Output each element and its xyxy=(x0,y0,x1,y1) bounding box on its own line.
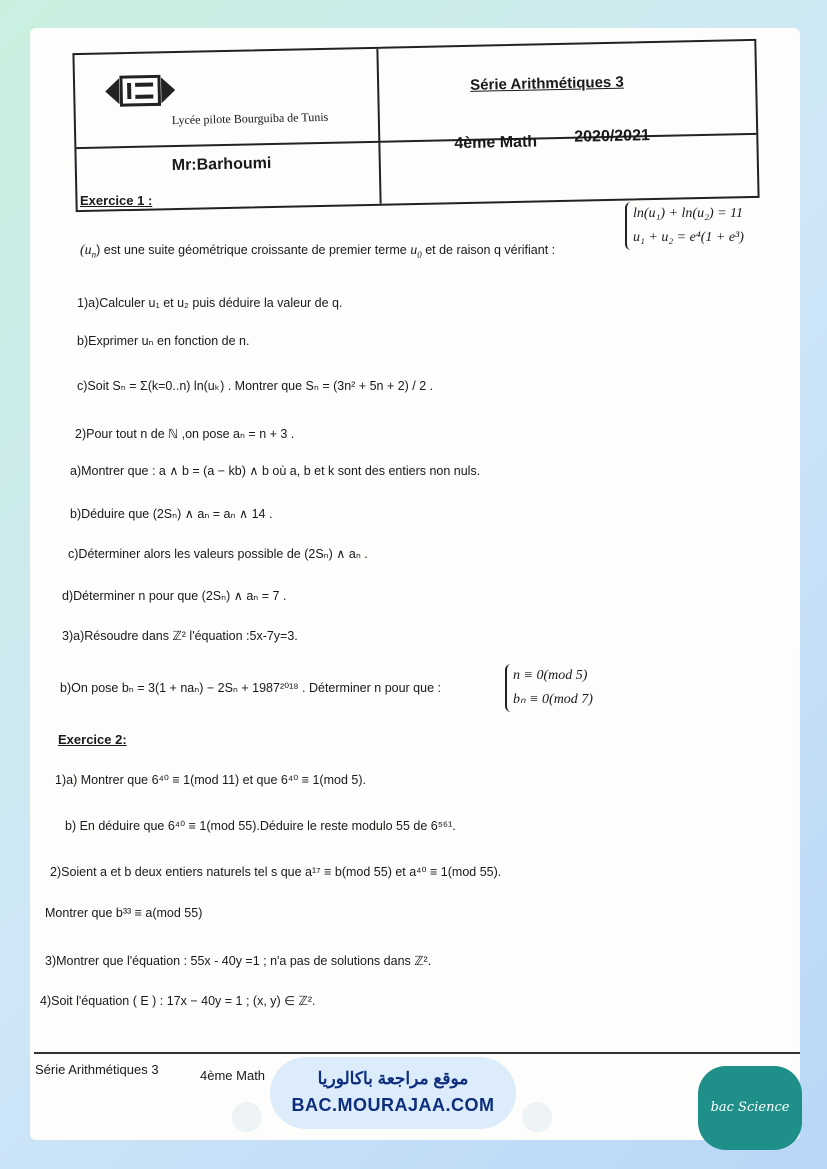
site-url[interactable]: BAC.MOURAJAA.COM xyxy=(291,1095,495,1115)
header-table xyxy=(72,39,759,212)
ex2-q2: 2)Soient a et b deux entiers naturels tel s que a¹⁷ ≡ b(mod 55) et a⁴⁰ ≡ 1(mod 55). xyxy=(50,865,502,879)
class-level: 4ème Math xyxy=(454,133,538,153)
footer-series: Série Arithmétiques 3 xyxy=(35,1062,159,1077)
ex1-q2: 2)Pour tout n de ℕ ,on pose aₙ = n + 3 . xyxy=(75,427,295,441)
site-logo-icon-right xyxy=(522,1102,552,1132)
ex1-q2c: c)Déterminer alors les valeurs possible de (2Sₙ) ∧ aₙ . xyxy=(68,547,368,561)
school-logo-icon xyxy=(105,73,176,108)
exercise-2-title: Exercice 2: xyxy=(58,732,127,747)
ex2-q1a: 1)a) Montrer que 6⁴⁰ ≡ 1(mod 11) et que 6⁴⁰ ≡ 1(mod 5). xyxy=(55,773,366,787)
ex1-q2a: a)Montrer que : a ∧ b = (a − kb) ∧ b où a, b et k sont des entiers non nuls. xyxy=(70,464,481,478)
ex1-q1b: b)Exprimer uₙ en fonction de n. xyxy=(77,334,250,348)
site-logo-icon xyxy=(232,1102,262,1132)
teacher-name: Mr:Barhoumi xyxy=(171,155,272,175)
footer-rule xyxy=(34,1052,800,1054)
ex2-q1b: b) En déduire que 6⁴⁰ ≡ 1(mod 55).Déduire le reste modulo 55 de 6⁵⁶¹. xyxy=(65,819,456,833)
header-divider xyxy=(376,49,381,204)
school-year: 2020/2021 xyxy=(574,127,651,146)
site-badge[interactable] xyxy=(270,1057,516,1129)
footer-class: 4ème Math xyxy=(200,1068,266,1083)
ex2-q4: 4)Soit l'équation ( E ) : 17x − 40y = 1 ; (x, y) ∈ ℤ². xyxy=(40,994,316,1008)
bac-science-logo: bac Science xyxy=(698,1066,802,1150)
ex1-q3b-system: n ≡ 0(mod 5) bₙ ≡ 0(mod 7) xyxy=(505,664,593,712)
series-title: Série Arithmétiques 3 xyxy=(469,73,624,94)
ex1-system: ln(u₁) + ln(u₂) = 11 u₁ + u₂ = e⁴(1 + e³) xyxy=(625,202,744,250)
ex2-q3: 3)Montrer que l'équation : 55x - 40y =1 ; n'a pas de solutions dans ℤ². xyxy=(45,954,432,968)
ex1-q3a: 3)a)Résoudre dans ℤ² l'équation :5x-7y=3. xyxy=(62,629,298,643)
ex1-q3b: b)On pose bₙ = 3(1 + naₙ) − 2Sₙ + 1987²⁰¹⁸ . Déterminer n pour que : xyxy=(60,681,441,695)
header-rule xyxy=(76,133,756,149)
document-page xyxy=(30,28,800,1140)
school-name: Lycée pilote Bourguiba de Tunis xyxy=(171,109,329,128)
ex1-intro: $(u_n)$ est une suite géométrique croissante de premier terme $u_0$ et de raison q vérifiant : xyxy=(80,243,556,260)
ex1-q2b: b)Déduire que (2Sₙ) ∧ aₙ = aₙ ∧ 14 . xyxy=(70,507,273,521)
site-name-arabic: موقع مراجعة باكالوريا xyxy=(317,1069,469,1088)
exercise-1-title: Exercice 1 : xyxy=(80,193,153,208)
ex2-q2-show: Montrer que b³³ ≡ a(mod 55) xyxy=(45,906,203,920)
ex1-q1c: c)Soit Sₙ = Σ(k=0..n) ln(uₖ) . Montrer que Sₙ = (3n² + 5n + 2) / 2 . xyxy=(77,379,434,393)
ex1-q2d: d)Déterminer n pour que (2Sₙ) ∧ aₙ = 7 . xyxy=(62,589,287,603)
ex1-q1a: 1)a)Calculer u₁ et u₂ puis déduire la valeur de q. xyxy=(77,296,343,310)
